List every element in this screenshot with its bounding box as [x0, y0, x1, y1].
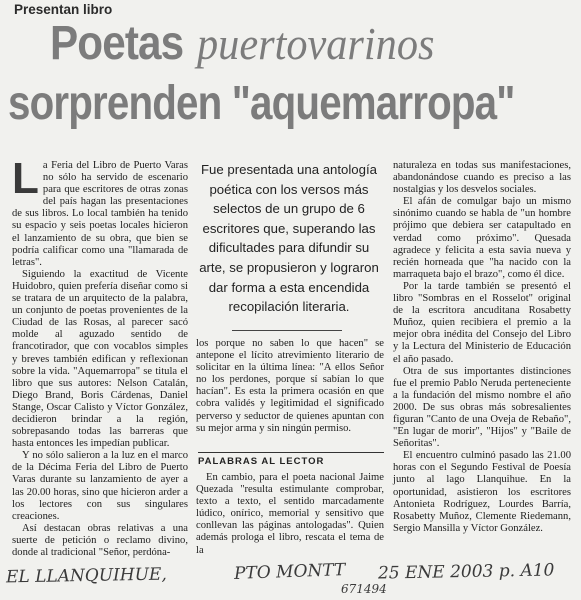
headline-italic-word: puertovarinos — [197, 18, 435, 69]
pull-quote: Fue presentada una antología poética con los versos más selectos de un grupo de 6 escritores que, superando las dificultades para difundir su arte, se propusieron y lograron dar forma a esta encendida recopilación literaria. — [199, 162, 379, 315]
headline-bold-word: Poetas — [50, 17, 184, 70]
paragraph: los porque no saben lo que hacen" se antepone el lícito atrevimiento literario de solicitar en la última línea: "A ellos Señor no los perdones, porque sí sabían lo que hacían". Es esta la primera ocasión en que cobra validés y legitimidad el significado perverso y seductor de quienes apuntan con su mejor arma y sin ningún permiso. — [196, 338, 384, 434]
handwritten-archive-number: 671494 — [341, 582, 387, 596]
article-column-2-bottom — [196, 472, 384, 556]
paragraph: Por la tarde también se presentó el libro "Sombras en el Rosselot" original de la escritora ancuditana Rosabetty Muñoz, quien recibiera el premio a la mejor obra inédita del Consejo del Libro y la Lectura del Ministerio de Educación el año pasado. — [393, 280, 571, 365]
paragraph: El afán de comulgar bajo un mismo sinónimo cuando se habla de "un hombre prójimo que debiera ser catapultado en verdad como próximo". Quesada agradece y felicita a esta savia nueva y recién horneada que "ha nacido con la marraqueta bajo el brazo", como él dice. — [393, 196, 571, 280]
article-column-2-top — [196, 338, 384, 442]
pull-quote-rule — [232, 330, 342, 331]
handwritten-place: PTO MONTT — [233, 560, 346, 584]
article-column-1 — [12, 154, 188, 558]
article-column-3 — [393, 160, 571, 552]
handwritten-annotation — [6, 560, 576, 600]
handwritten-source: EL LLANQUIHUE, — [5, 564, 167, 588]
paragraph: a Feria del Libro de Puerto Varas no sólo ha servido de escenario para que escritores de otras zonas del país hagan las presentaciones de sus libros. Lo local también ha tenido su espacio y seis poetas locales hicieron el lanzamiento de su obra, que bien se podría calificar como una "llamarada de letras". — [12, 160, 188, 268]
paragraph: Y no sólo salieron a la luz en el marco de la Décima Feria del Libro de Puerto Varas durante su lanzamiento de ayer a las 20.00 horas, sino que hicieron arder a los lectores con sus singulares creaciones. — [12, 450, 188, 522]
paragraph: Así destacan obras relativas a una suerte de petición o reclamo divino, donde al tradicional "Señor, perdóna- — [12, 522, 188, 558]
paragraph: El encuentro culminó pasado las 21.00 horas con el Segundo Festival de Poesía junto al lago Llanquihue. En la oportunidad, asistieron los escritores Antonieta Rodríguez, Lourdes Barría, Rosabetty Muñoz, Clemente Riedemann, Sergio Mansilla y Víctor González. — [393, 450, 571, 534]
drop-cap: L — [12, 154, 39, 203]
handwritten-date-page: 25 ENE 2003 p. A10 — [377, 560, 555, 584]
headline-line-1 — [50, 16, 456, 70]
paragraph: Siguiendo la exactitud de Vicente Huidobro, quien prefería diseñar como si se tratara de un arquitecto de la palabra, un conjunto de poetas provenientes de la Ciudad de las Rosas, al parecer sacó molde al aguzado sentido de francotirador, que con vocablos simples y breves también edifican y reflexionan sobre la vida. "Aquemarropa" se titula el libro que sus autores: Nelson Catalán, Diego Brand, Boris Cárdenas, Daniel Stange, Oscar Calisto y Víctor González, decidieron brindar a la región, sobrepasando todas las barreras que hasta entonces les impedían publicar. — [12, 268, 188, 450]
section-heading: PALABRAS AL LECTOR — [198, 452, 384, 470]
headline-line-2: sorprenden "aquemarropa" — [8, 77, 515, 130]
paragraph: Otra de sus importantes distinciones fue el premio Pablo Neruda perteneciente a la fundación del mismo nombre el año 2000. De sus obras más sobresalientes figuran "Canto de una Oveja de Rebaño", "En lugar de morir", "Hijos" y "Baile de Señoritas". — [393, 365, 571, 450]
paragraph: naturaleza en todas sus manifestaciones, abandonándose cuando es preciso a las nostalgias y los desvelos sociales. — [393, 160, 571, 196]
paragraph: En cambio, para el poeta nacional Jaime Quezada "resulta estimulante comprobar, texto a texto, el sentido marcadamente lúdico, onírico, memorial y sensitivo que conllevan las páginas antologadas". Quien además prologa el libro, rescata el tema de la — [196, 472, 384, 556]
kicker: Presentan libro — [14, 2, 113, 17]
